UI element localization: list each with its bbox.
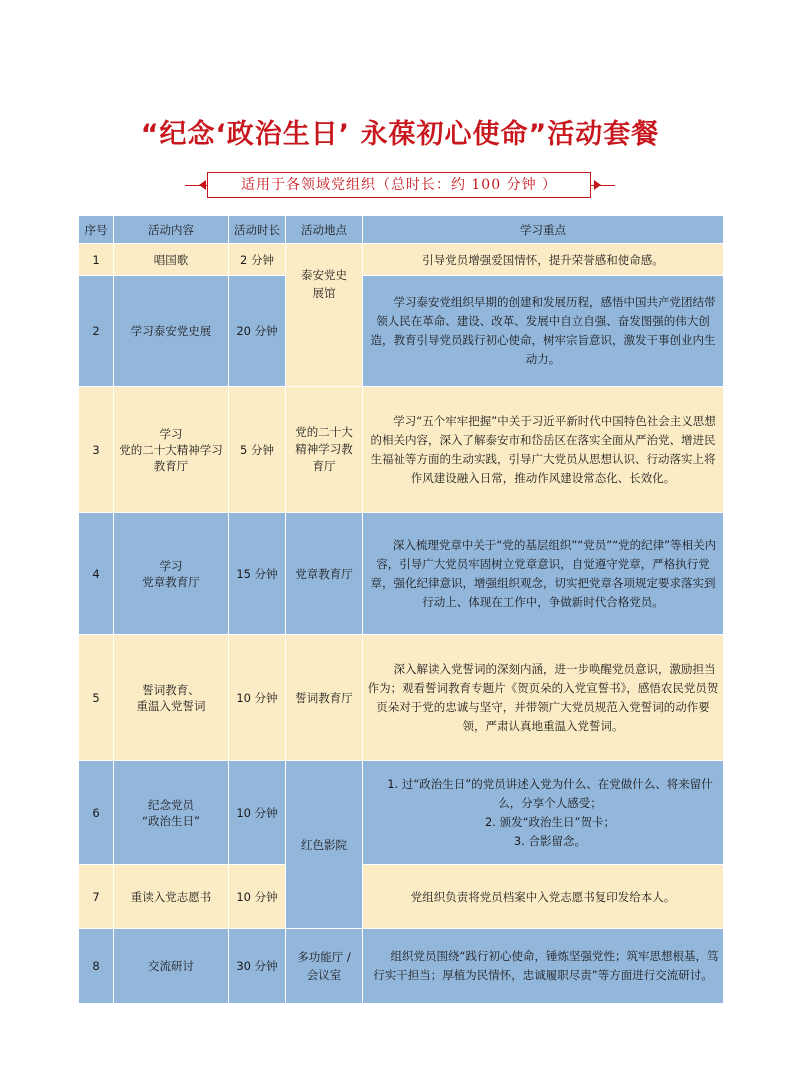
content-line-1: 纪念党员	[148, 797, 194, 812]
content-line-2: “政治生日”	[142, 813, 200, 828]
header-focus: 学习重点	[363, 216, 724, 244]
subtitle: 适用于各领域党组织（总时长：约 100 分钟 ）	[207, 172, 591, 198]
header-content: 活动内容	[114, 216, 229, 244]
cell-place: 红色影院	[286, 761, 363, 929]
content-line-1: 誓词教育、	[142, 682, 200, 697]
cell-content	[114, 387, 229, 513]
banner-arrow-left-icon	[199, 180, 206, 190]
table-row	[79, 244, 724, 276]
focus-text: 学习“五个牢牢把握”中关于习近平新时代中国特色社会主义思想的相关内容，深入了解泰安市和岱岳区在落实全面从严治党、增进民生福祉等方面的生动实践，引导广大党员从思想认识、行动落实上将作风建设融入日常，推动作风建设常态化、长效化。	[370, 413, 716, 485]
table-row	[79, 513, 724, 635]
cell-focus	[363, 276, 724, 387]
cell-duration: 5 分钟	[229, 387, 286, 513]
content-line-1: 学习	[159, 426, 183, 441]
focus-item-2: 2. 颁发“政治生日”贺卡；	[484, 814, 616, 829]
page-title: “纪念‘政治生日’ 永葆初心使命”活动套餐	[140, 119, 660, 150]
focus-item-3: 3. 合影留念。	[513, 833, 587, 848]
content-line-2: 党章教育厅	[142, 574, 200, 589]
cell-duration: 10 分钟	[229, 635, 286, 761]
cell-content: 唱国歌	[114, 244, 229, 276]
cell-no: 3	[79, 387, 114, 513]
table-row	[79, 761, 724, 865]
content-line-1: 学习	[159, 558, 183, 573]
cell-content: 交流研讨	[114, 929, 229, 1004]
cell-content	[114, 513, 229, 635]
cell-content	[114, 635, 229, 761]
header-duration: 活动时长	[229, 216, 286, 244]
cell-focus: 引导党员增强爱国情怀，提升荣誉感和使命感。	[363, 244, 724, 276]
table-row	[79, 929, 724, 1004]
table-row	[79, 865, 724, 929]
subtitle-banner	[185, 172, 615, 200]
cell-duration: 2 分钟	[229, 244, 286, 276]
cell-focus	[363, 387, 724, 513]
banner-arrow-right-icon	[594, 180, 601, 190]
cell-no: 2	[79, 276, 114, 387]
content-line-2: 党的二十大精神学习教育厅	[119, 442, 223, 473]
cell-duration: 10 分钟	[229, 761, 286, 865]
table-row	[79, 276, 724, 387]
cell-place	[286, 929, 363, 1004]
cell-no: 6	[79, 761, 114, 865]
cell-duration: 30 分钟	[229, 929, 286, 1004]
cell-place: 誓词教育厅	[286, 635, 363, 761]
cell-content: 重读入党志愿书	[114, 865, 229, 929]
cell-no: 1	[79, 244, 114, 276]
cell-focus	[363, 761, 724, 865]
cell-duration: 10 分钟	[229, 865, 286, 929]
cell-duration: 20 分钟	[229, 276, 286, 387]
place-text: 党的二十大精神学习教育厅	[295, 425, 353, 473]
cell-no: 8	[79, 929, 114, 1004]
focus-item-1: 1. 过“政治生日”的党员讲述入党为什么、在党做什么、将来留什么，分享个人感受；	[387, 776, 713, 810]
place-text: 多功能厅 / 会议室	[297, 950, 351, 982]
cell-content: 学习泰安党史展	[114, 276, 229, 387]
cell-duration: 15 分钟	[229, 513, 286, 635]
table-row	[79, 387, 724, 513]
focus-text: 深入梳理党章中关于“党的基层组织”“党员”“党的纪律”等相关内容，引导广大党员牢固树立党章意识，自觉遵守党章，严格执行党章，强化纪律意识，增强组织观念，切实把党章各项规定要求落实到行动上、体现在工作中，争做新时代合格党员。	[370, 537, 717, 609]
focus-text: 组织党员围绕“践行初心使命，锤炼坚强党性；筑牢思想根基，笃行实干担当；厚植为民情怀，忠诚履职尽责”等方面进行交流研讨。	[373, 949, 719, 982]
header-no: 序号	[79, 216, 114, 244]
focus-text: 深入解读入党誓词的深刻内涵，进一步唤醒党员意识，激励担当作为；观看誓词教育专题片《贺页朵的入党宣誓书》，感悟农民党员贺页朵对于党的忠诚与坚守，并带领广大党员规范入党誓词的动作要领，严肃认真地重温入党誓词。	[367, 661, 719, 733]
cell-content	[114, 761, 229, 865]
focus-text: 学习泰安党组织早期的创建和发展历程，感悟中国共产党团结带领人民在革命、建设、改革、发展中自立自强、奋发图强的伟大创造，教育引导党员践行初心使命，树牢宗旨意识，激发干事创业内生动力。	[370, 295, 716, 366]
content-line-2: 重温入党誓词	[136, 698, 206, 713]
cell-place: 党章教育厅	[286, 513, 363, 635]
activity-table	[78, 215, 724, 1004]
cell-no: 4	[79, 513, 114, 635]
header-place: 活动地点	[286, 216, 363, 244]
cell-no: 5	[79, 635, 114, 761]
cell-place	[286, 244, 363, 387]
table-header-row	[79, 216, 724, 244]
cell-focus	[363, 513, 724, 635]
cell-no: 7	[79, 865, 114, 929]
cell-focus	[363, 929, 724, 1004]
cell-focus: 党组织负责将党员档案中入党志愿书复印发给本人。	[363, 865, 724, 929]
cell-focus	[363, 635, 724, 761]
place-taian: 泰安党史展馆	[301, 268, 347, 300]
cell-place	[286, 387, 363, 513]
table-row	[79, 635, 724, 761]
